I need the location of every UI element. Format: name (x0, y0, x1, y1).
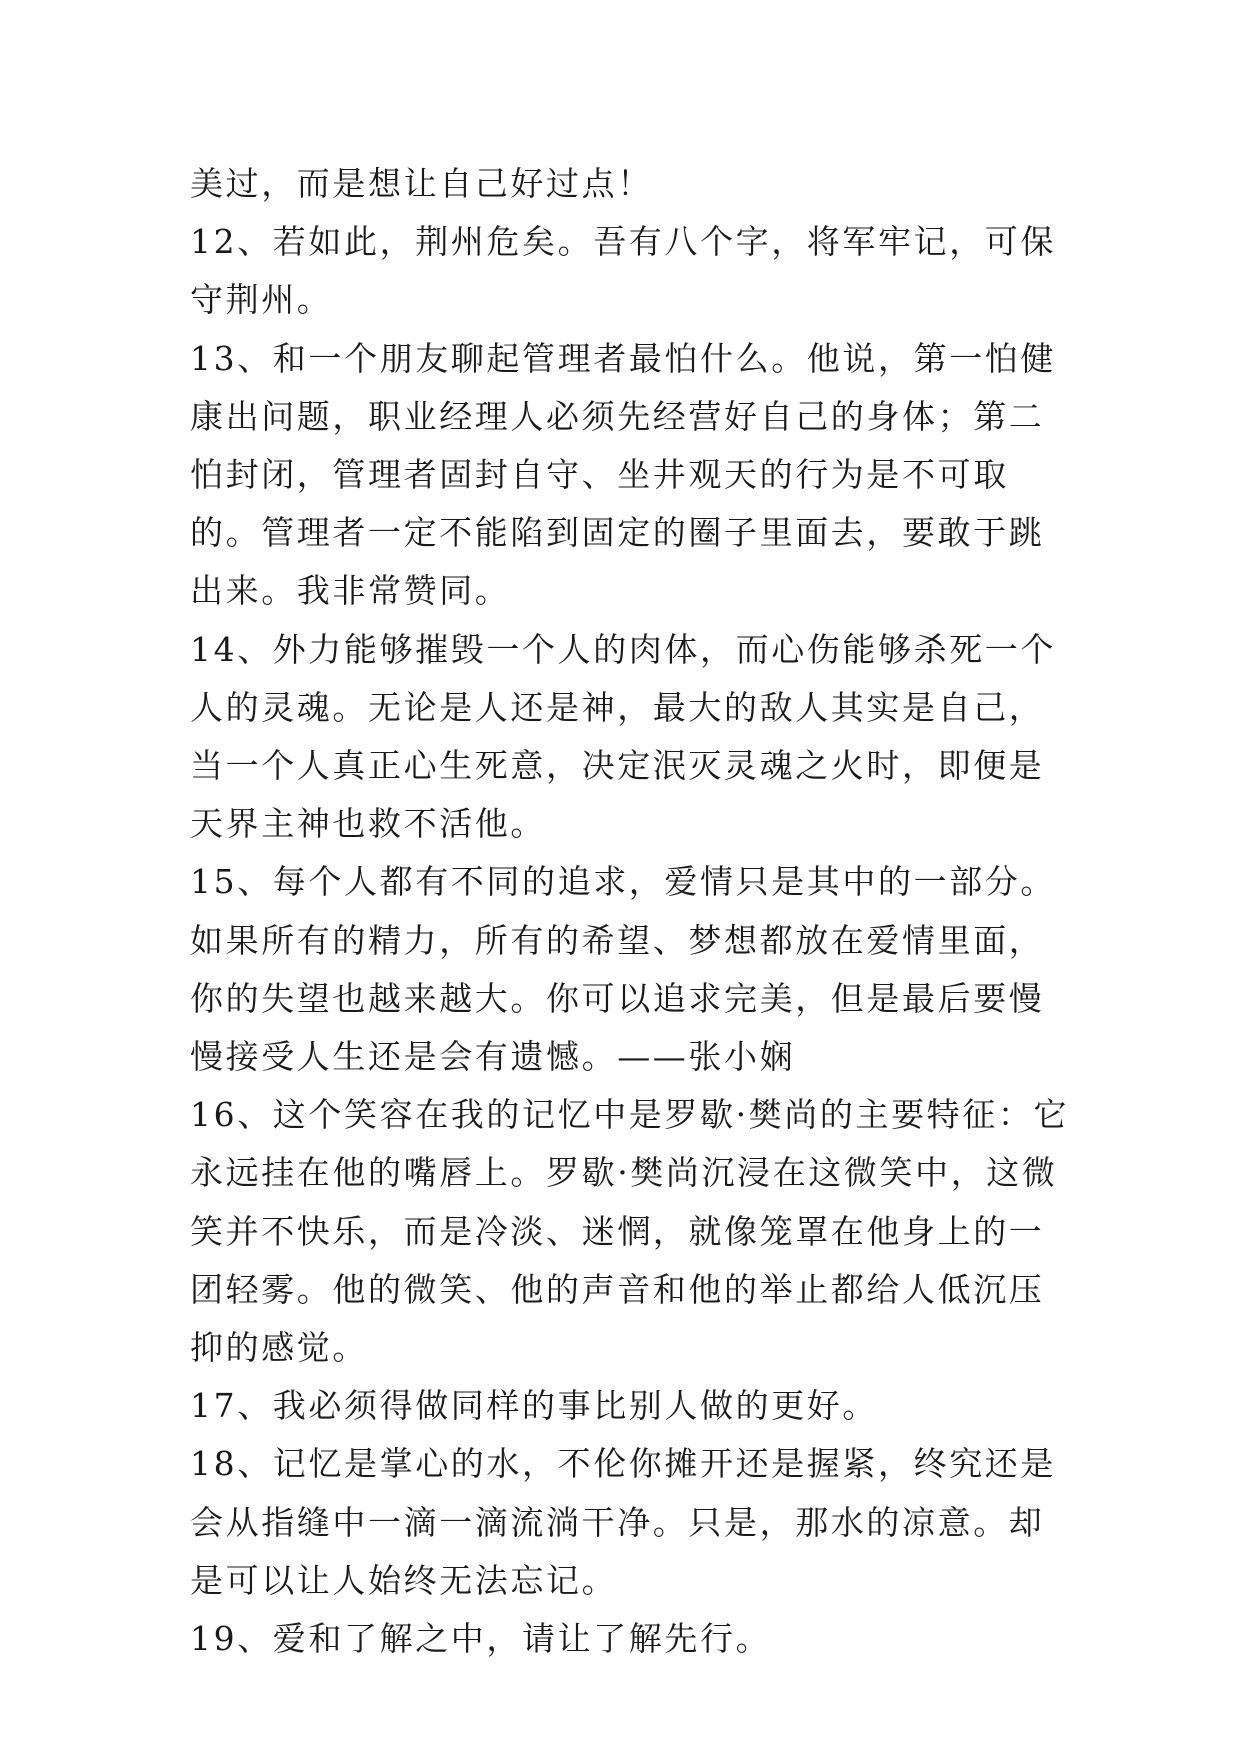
document-body (190, 155, 1070, 1668)
paragraph-14: 14、外力能够摧毁一个人的肉体，而心伤能够杀死一个人的灵魂。无论是人还是神，最大的敌人其实是自己，当一个人真正心生死意，决定泯灭灵魂之火时，即便是天界主神也救不活他。 (190, 629, 1056, 844)
paragraph-16: 16、这个笑容在我的记忆中是罗歇·樊尚的主要特征：它永远挂在他的嘴唇上。罗歇·樊尚沉浸在这微笑中，这微笑并不快乐，而是冷淡、迷惘，就像笼罩在他身上的一团轻雾。他的微笑、他的声音和他的举止都给人低沉压抑的感觉。 (190, 1095, 1070, 1368)
paragraph-15: 15、每个人都有不同的追求，爱情只是其中的一部分。如果所有的精力，所有的希望、梦想都放在爱情里面，你的失望也越来越大。你可以追求完美，但是最后要慢慢接受人生还是会有遗憾。——张小娴 (190, 862, 1056, 1077)
paragraph-continuation: 美过，而是想让自己好过点！ (190, 164, 653, 203)
paragraph-13: 13、和一个朋友聊起管理者最怕什么。他说，第一怕健康出问题，职业经理人必须先经营好自己的身体；第二怕封闭，管理者固封自守、坐井观天的行为是不可取的。管理者一定不能陷到固定的圈子里面去，要敢于跳出来。我非常赞同。 (190, 338, 1056, 611)
paragraph-19: 19、爱和了解之中，请让了解先行。 (190, 1619, 772, 1659)
paragraph-17: 17、我必须得做同样的事比别人做的更好。 (190, 1386, 878, 1426)
paragraph-18: 18、记忆是掌心的水，不伦你摊开还是握紧，终究还是会从指缝中一滴一滴流淌干净。只是，那水的凉意。却是可以让人始终无法忘记。 (190, 1444, 1056, 1600)
paragraph-12: 12、若如此，荆州危矣。吾有八个字，将军牢记，可保守荆州。 (190, 222, 1056, 320)
